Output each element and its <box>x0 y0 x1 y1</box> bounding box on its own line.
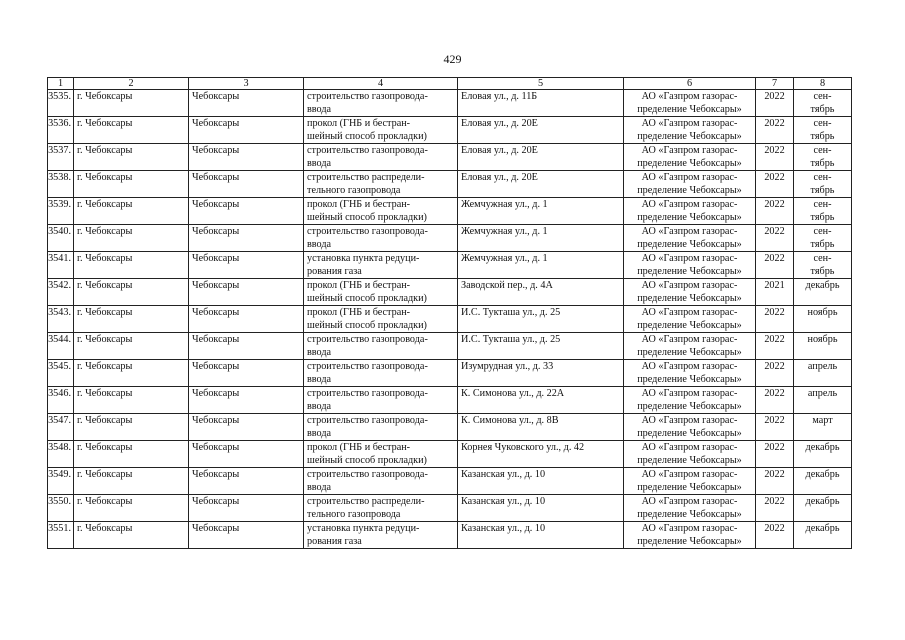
locality-cell: г. Чебоксары <box>74 360 189 387</box>
organization-cell: АО «Газпром газорас- пределение Чебоксары» <box>624 333 756 360</box>
work-type-cell: строительство газопровода- ввода <box>304 144 458 171</box>
locality-cell: г. Чебоксары <box>74 495 189 522</box>
row-number-cell: 3548. <box>48 441 74 468</box>
municipality-cell: Чебоксары <box>189 414 304 441</box>
work-type-cell: прокол (ГНБ и бестран- шейный способ прокладки) <box>304 306 458 333</box>
year-cell: 2022 <box>756 198 794 225</box>
page-number: 429 <box>443 52 462 66</box>
locality-cell: г. Чебоксары <box>74 333 189 360</box>
work-type-cell: строительство газопровода- ввода <box>304 225 458 252</box>
municipality-cell: Чебоксары <box>189 90 304 117</box>
work-type-cell: строительство газопровода- ввода <box>304 360 458 387</box>
row-number-cell: 3545. <box>48 360 74 387</box>
month-cell: декабрь <box>794 468 852 495</box>
month-cell: декабрь <box>794 495 852 522</box>
year-cell: 2022 <box>756 306 794 333</box>
work-type-cell: строительство газопровода- ввода <box>304 387 458 414</box>
address-cell: Корнея Чуковского ул., д. 42 <box>458 441 624 468</box>
row-number-cell: 3549. <box>48 468 74 495</box>
table-row <box>48 468 852 495</box>
organization-cell: АО «Газпром газорас- пределение Чебоксары» <box>624 495 756 522</box>
month-cell: апрель <box>794 360 852 387</box>
column-number-row <box>48 78 852 90</box>
municipality-cell: Чебоксары <box>189 522 304 549</box>
row-number-cell: 3537. <box>48 144 74 171</box>
work-type-cell: установка пункта редуци- рования газа <box>304 252 458 279</box>
work-type-cell: установка пункта редуци- рования газа <box>304 522 458 549</box>
organization-cell: АО «Газпром газорас- пределение Чебоксары» <box>624 522 756 549</box>
municipality-cell: Чебоксары <box>189 117 304 144</box>
municipality-cell: Чебоксары <box>189 171 304 198</box>
locality-cell: г. Чебоксары <box>74 441 189 468</box>
month-cell: декабрь <box>794 441 852 468</box>
month-cell: март <box>794 414 852 441</box>
year-cell: 2022 <box>756 252 794 279</box>
locality-cell: г. Чебоксары <box>74 387 189 414</box>
organization-cell: АО «Газпром газорас- пределение Чебоксары» <box>624 90 756 117</box>
column-number: 7 <box>756 78 794 90</box>
organization-cell: АО «Газпром газорас- пределение Чебоксары» <box>624 252 756 279</box>
year-cell: 2022 <box>756 225 794 252</box>
organization-cell: АО «Газпром газорас- пределение Чебоксары» <box>624 171 756 198</box>
locality-cell: г. Чебоксары <box>74 468 189 495</box>
month-cell: апрель <box>794 387 852 414</box>
table-row <box>48 225 852 252</box>
locality-cell: г. Чебоксары <box>74 90 189 117</box>
locality-cell: г. Чебоксары <box>74 306 189 333</box>
address-cell: Казанская ул., д. 10 <box>458 468 624 495</box>
table-row <box>48 387 852 414</box>
work-type-cell: прокол (ГНБ и бестран- шейный способ прокладки) <box>304 279 458 306</box>
table-row <box>48 306 852 333</box>
organization-cell: АО «Газпром газорас- пределение Чебоксары» <box>624 198 756 225</box>
organization-cell: АО «Газпром газорас- пределение Чебоксары» <box>624 306 756 333</box>
address-cell: Жемчужная ул., д. 1 <box>458 252 624 279</box>
column-number: 3 <box>189 78 304 90</box>
year-cell: 2021 <box>756 279 794 306</box>
work-type-cell: строительство газопровода- ввода <box>304 414 458 441</box>
month-cell: сен- тябрь <box>794 171 852 198</box>
year-cell: 2022 <box>756 414 794 441</box>
table-row <box>48 360 852 387</box>
municipality-cell: Чебоксары <box>189 198 304 225</box>
organization-cell: АО «Газпром газорас- пределение Чебоксары» <box>624 414 756 441</box>
address-cell: Заводской пер., д. 4А <box>458 279 624 306</box>
table-row <box>48 495 852 522</box>
work-type-cell: строительство распредели- тельного газопровода <box>304 495 458 522</box>
address-cell: К. Симонова ул., д. 22А <box>458 387 624 414</box>
year-cell: 2022 <box>756 333 794 360</box>
address-cell: Жемчужная ул., д. 1 <box>458 225 624 252</box>
table-row <box>48 144 852 171</box>
municipality-cell: Чебоксары <box>189 279 304 306</box>
column-number: 5 <box>458 78 624 90</box>
month-cell: декабрь <box>794 522 852 549</box>
column-number: 6 <box>624 78 756 90</box>
address-cell: Казанская ул., д. 10 <box>458 495 624 522</box>
table-row <box>48 441 852 468</box>
address-cell: Жемчужная ул., д. 1 <box>458 198 624 225</box>
organization-cell: АО «Газпром газорас- пределение Чебоксары» <box>624 360 756 387</box>
address-cell: Казанская ул., д. 10 <box>458 522 624 549</box>
organization-cell: АО «Газпром газорас- пределение Чебоксары» <box>624 387 756 414</box>
municipality-cell: Чебоксары <box>189 387 304 414</box>
row-number-cell: 3544. <box>48 333 74 360</box>
address-cell: Еловая ул., д. 20Е <box>458 144 624 171</box>
work-type-cell: строительство газопровода- ввода <box>304 90 458 117</box>
year-cell: 2022 <box>756 468 794 495</box>
row-number-cell: 3543. <box>48 306 74 333</box>
row-number-cell: 3551. <box>48 522 74 549</box>
table-row <box>48 252 852 279</box>
month-cell: ноябрь <box>794 306 852 333</box>
work-type-cell: строительство газопровода- ввода <box>304 468 458 495</box>
locality-cell: г. Чебоксары <box>74 117 189 144</box>
address-cell: И.С. Тукташа ул., д. 25 <box>458 333 624 360</box>
address-cell: Еловая ул., д. 11Б <box>458 90 624 117</box>
column-number: 2 <box>74 78 189 90</box>
organization-cell: АО «Газпром газорас- пределение Чебоксары» <box>624 144 756 171</box>
locality-cell: г. Чебоксары <box>74 144 189 171</box>
address-cell: Изумрудная ул., д. 33 <box>458 360 624 387</box>
work-type-cell: строительство газопровода- ввода <box>304 333 458 360</box>
month-cell: сен- тябрь <box>794 225 852 252</box>
row-number-cell: 3540. <box>48 225 74 252</box>
year-cell: 2022 <box>756 171 794 198</box>
work-type-cell: прокол (ГНБ и бестран- шейный способ прокладки) <box>304 198 458 225</box>
municipality-cell: Чебоксары <box>189 441 304 468</box>
row-number-cell: 3536. <box>48 117 74 144</box>
organization-cell: АО «Газпром газорас- пределение Чебоксары» <box>624 279 756 306</box>
table-row <box>48 117 852 144</box>
address-cell: К. Симонова ул., д. 8В <box>458 414 624 441</box>
month-cell: ноябрь <box>794 333 852 360</box>
organization-cell: АО «Газпром газорас- пределение Чебоксары» <box>624 117 756 144</box>
locality-cell: г. Чебоксары <box>74 225 189 252</box>
table-row <box>48 279 852 306</box>
row-number-cell: 3550. <box>48 495 74 522</box>
table-row <box>48 90 852 117</box>
month-cell: декабрь <box>794 279 852 306</box>
work-type-cell: строительство распредели- тельного газопровода <box>304 171 458 198</box>
row-number-cell: 3535. <box>48 90 74 117</box>
column-number: 8 <box>794 78 852 90</box>
municipality-cell: Чебоксары <box>189 468 304 495</box>
month-cell: сен- тябрь <box>794 252 852 279</box>
municipality-cell: Чебоксары <box>189 360 304 387</box>
organization-cell: АО «Газпром газорас- пределение Чебоксары» <box>624 468 756 495</box>
gasification-schedule-table <box>47 77 852 549</box>
locality-cell: г. Чебоксары <box>74 171 189 198</box>
address-cell: Еловая ул., д. 20Е <box>458 117 624 144</box>
year-cell: 2022 <box>756 387 794 414</box>
year-cell: 2022 <box>756 360 794 387</box>
table-body <box>48 78 852 549</box>
table-row <box>48 333 852 360</box>
municipality-cell: Чебоксары <box>189 495 304 522</box>
row-number-cell: 3541. <box>48 252 74 279</box>
year-cell: 2022 <box>756 90 794 117</box>
work-type-cell: прокол (ГНБ и бестран- шейный способ прокладки) <box>304 441 458 468</box>
organization-cell: АО «Газпром газорас- пределение Чебоксары» <box>624 441 756 468</box>
locality-cell: г. Чебоксары <box>74 252 189 279</box>
table-row <box>48 198 852 225</box>
municipality-cell: Чебоксары <box>189 252 304 279</box>
year-cell: 2022 <box>756 522 794 549</box>
year-cell: 2022 <box>756 117 794 144</box>
row-number-cell: 3546. <box>48 387 74 414</box>
row-number-cell: 3542. <box>48 279 74 306</box>
municipality-cell: Чебоксары <box>189 144 304 171</box>
year-cell: 2022 <box>756 144 794 171</box>
year-cell: 2022 <box>756 495 794 522</box>
month-cell: сен- тябрь <box>794 198 852 225</box>
address-cell: Еловая ул., д. 20Е <box>458 171 624 198</box>
organization-cell: АО «Газпром газорас- пределение Чебоксары» <box>624 225 756 252</box>
locality-cell: г. Чебоксары <box>74 198 189 225</box>
work-type-cell: прокол (ГНБ и бестран- шейный способ прокладки) <box>304 117 458 144</box>
locality-cell: г. Чебоксары <box>74 279 189 306</box>
month-cell: сен- тябрь <box>794 144 852 171</box>
column-number: 1 <box>48 78 74 90</box>
locality-cell: г. Чебоксары <box>74 522 189 549</box>
column-number: 4 <box>304 78 458 90</box>
row-number-cell: 3539. <box>48 198 74 225</box>
locality-cell: г. Чебоксары <box>74 414 189 441</box>
address-cell: И.С. Тукташа ул., д. 25 <box>458 306 624 333</box>
table-row <box>48 171 852 198</box>
municipality-cell: Чебоксары <box>189 306 304 333</box>
month-cell: сен- тябрь <box>794 117 852 144</box>
row-number-cell: 3547. <box>48 414 74 441</box>
table-row <box>48 414 852 441</box>
year-cell: 2022 <box>756 441 794 468</box>
row-number-cell: 3538. <box>48 171 74 198</box>
month-cell: сен- тябрь <box>794 90 852 117</box>
municipality-cell: Чебоксары <box>189 225 304 252</box>
municipality-cell: Чебоксары <box>189 333 304 360</box>
table-row <box>48 522 852 549</box>
